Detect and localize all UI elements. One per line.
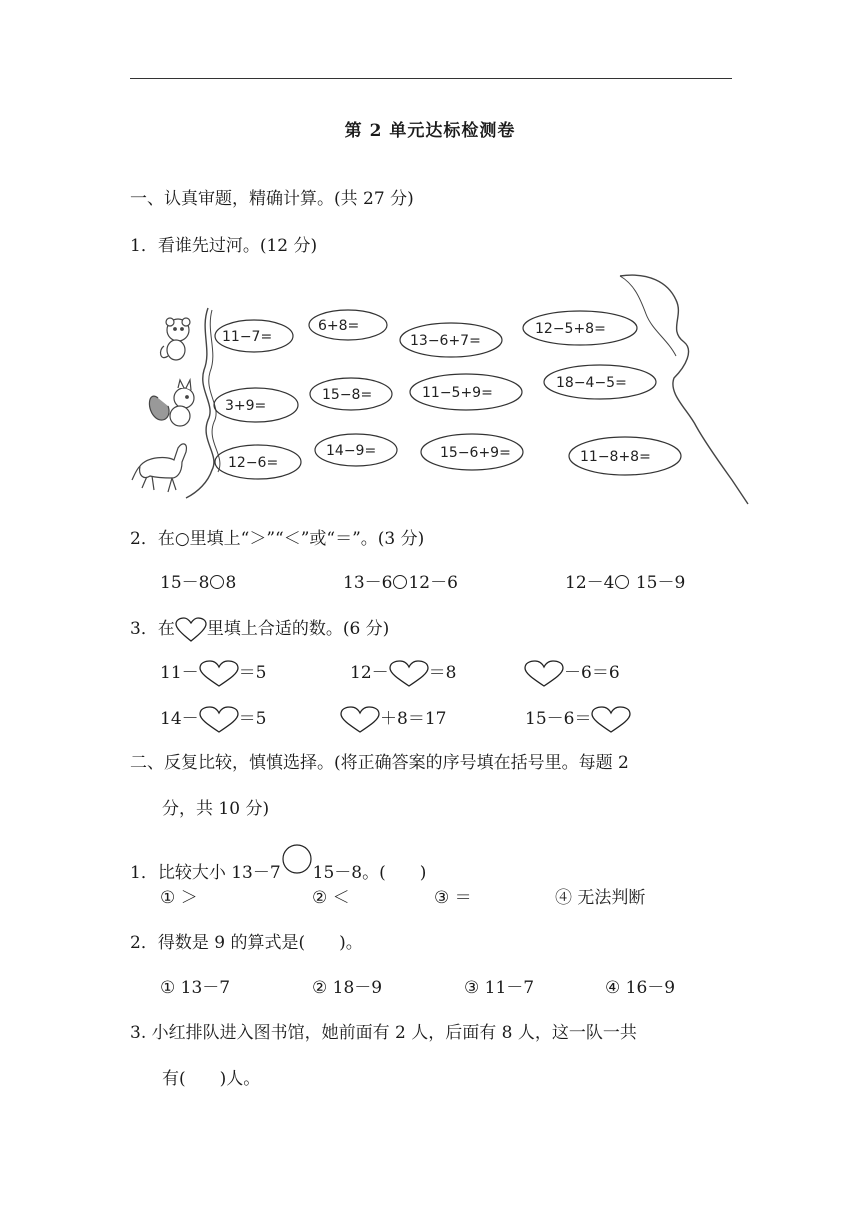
eq-r3-c3: 15−6+9= [440,445,511,461]
eq-r2-c2: 15−8= [322,387,373,403]
s2-q2-option-2[interactable]: ② 18－9 [312,978,383,998]
section2-heading-line1: 二、反复比较，慎慎选择。(将正确答案的序号填在括号里。每题 2 [130,753,629,773]
heart-icon[interactable] [199,706,239,734]
compare-circle[interactable] [393,575,407,589]
q3-r1-item-3: －6＝6 [524,658,620,688]
q2-item-3: 12－4 15－9 [565,573,686,593]
compare-circle[interactable] [281,844,313,874]
header-rule [130,78,732,79]
river-scene [128,270,752,506]
eq-r1-c3: 13−6+7= [410,333,481,349]
heart-icon[interactable] [591,706,631,734]
heart-icon [175,617,207,643]
q3-r1-item-1: 11－ ＝5 [160,658,266,688]
s2-q2-label: 2．得数是 9 的算式是( )。 [130,933,363,953]
heart-icon[interactable] [340,706,380,734]
eq-r2-c1: 3+9= [225,398,267,414]
s2-q1-option-4[interactable]: ④ 无法判断 [555,888,646,908]
eq-r2-c4: 18−4−5= [556,375,627,391]
eq-r3-c2: 14−9= [326,443,377,459]
q3-label: 3．在 里填上合适的数。(6 分) [130,614,389,643]
q2-item-1: 15－8 8 [160,573,237,593]
eq-r1-c1: 11−7= [222,329,273,345]
s2-q1-option-2[interactable]: ② ＜ [312,888,350,908]
compare-circle[interactable] [210,575,224,589]
s2-q2-option-3[interactable]: ③ 11－7 [464,978,535,998]
s2-q1-option-1[interactable]: ① ＞ [160,888,198,908]
s2-q3-line2: 有( )人。 [162,1069,261,1089]
s2-q1-label: 1．比较大小 13－7 15－8。( ) [130,844,426,883]
heart-icon[interactable] [199,660,239,688]
eq-r3-c1: 12−6= [228,455,279,471]
horse-icon [132,444,186,492]
q2-item-2: 13－6 12－6 [343,573,458,593]
s2-q3-line1: 3. 小红排队进入图书馆，她前面有 2 人，后面有 8 人，这一队一共 [130,1023,637,1043]
compare-circle[interactable] [615,575,629,589]
eq-r3-c4: 11−8+8= [580,449,651,465]
page-title: 第 2 单元达标检测卷 [344,121,516,141]
heart-icon[interactable] [389,660,429,688]
eq-r2-c3: 11−5+9= [422,385,493,401]
section2-heading-line2: 分，共 10 分) [162,799,270,819]
eq-r1-c4: 12−5+8= [535,321,606,337]
heart-icon[interactable] [524,660,564,688]
squirrel-icon [149,380,194,426]
section1-heading: 一、认真审题，精确计算。(共 27 分) [130,189,414,209]
s2-q2-option-1[interactable]: ① 13－7 [160,978,231,998]
q2-label: 2．在○里填上“＞”“＜”或“＝”。(3 分) [130,529,425,549]
q3-r2-item-3: 15－6＝ [525,704,631,734]
monkey-icon [161,318,190,360]
eq-r1-c2: 6+8= [318,318,360,334]
q3-r2-item-2: ＋8＝17 [340,704,446,734]
s2-q1-option-3[interactable]: ③ ＝ [434,888,472,908]
q3-r1-item-2: 12－ ＝8 [350,658,456,688]
s2-q2-option-4[interactable]: ④ 16－9 [605,978,676,998]
q1-label: 1．看谁先过河。(12 分) [130,236,318,256]
q3-r2-item-1: 14－ ＝5 [160,704,266,734]
